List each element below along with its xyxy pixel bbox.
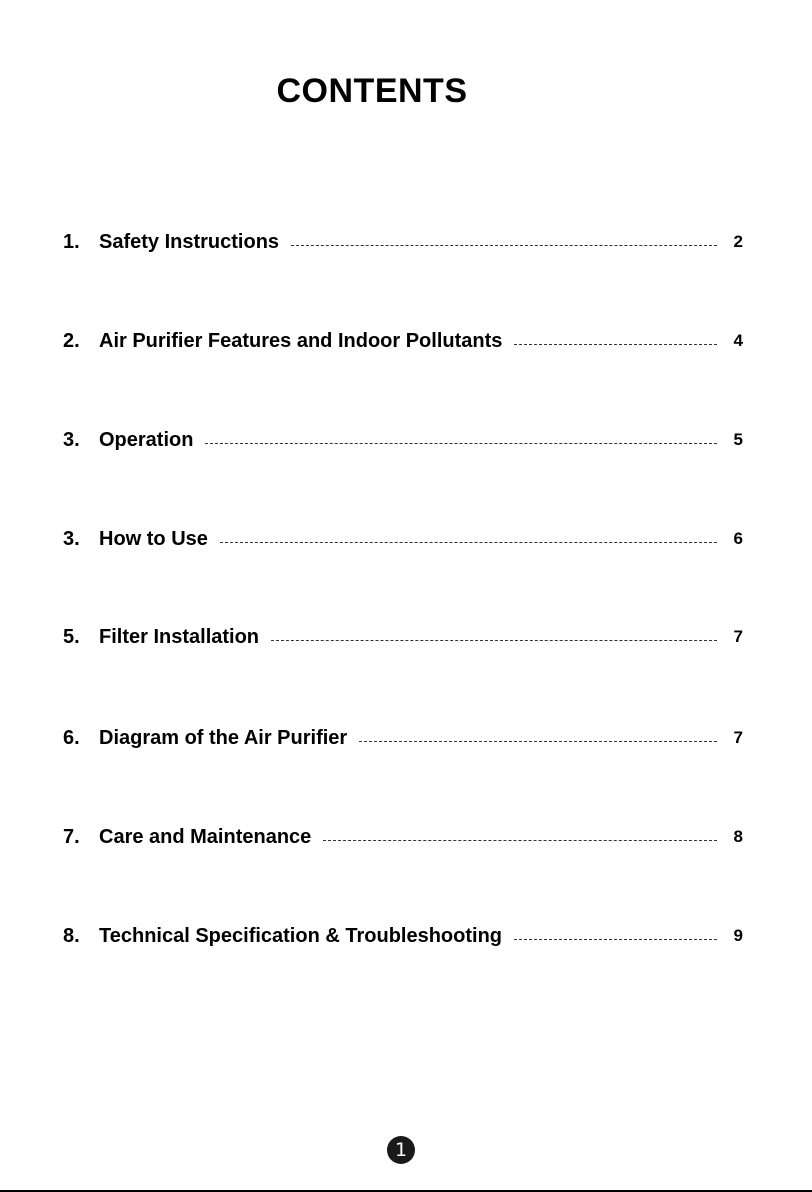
toc-entry-page: 9 (733, 926, 743, 945)
toc-entry-title: Diagram of the Air Purifier (99, 726, 348, 749)
toc-entry-filter-installation[interactable] (63, 622, 743, 652)
toc-entry-number: 1. (63, 230, 80, 253)
toc-entry-care-maintenance[interactable] (63, 822, 743, 852)
toc-entry-number: 3. (63, 527, 80, 550)
toc-entry-page: 7 (733, 728, 743, 747)
toc-entry-number: 2. (63, 329, 80, 352)
toc-entry-how-to-use[interactable] (63, 524, 743, 554)
toc-entry-page: 2 (733, 232, 743, 251)
toc-leader-line (323, 840, 717, 841)
toc-leader-line (291, 245, 717, 246)
toc-entry-diagram[interactable] (63, 723, 743, 753)
toc-entry-number: 6. (63, 726, 80, 749)
toc-entry-title: Safety Instructions (99, 230, 280, 253)
toc-entry-title: Operation (99, 428, 194, 451)
toc-entry-page: 7 (733, 627, 743, 646)
toc-entry-operation[interactable] (63, 425, 743, 455)
toc-leader-line (514, 939, 717, 940)
toc-entry-number: 8. (63, 924, 80, 947)
toc-entry-page: 8 (733, 827, 743, 846)
page-number-badge: 1 (387, 1136, 415, 1164)
toc-leader-line (359, 741, 717, 742)
toc-entry-title: Technical Specification & Troubleshooting (99, 924, 503, 947)
toc-leader-line (220, 542, 717, 543)
toc-entry-number: 7. (63, 825, 80, 848)
toc-entry-title: Air Purifier Features and Indoor Pollutants (99, 329, 503, 352)
toc-entry-title: Care and Maintenance (99, 825, 312, 848)
toc-entry-page: 4 (733, 331, 743, 350)
toc-entry-title: How to Use (99, 527, 208, 550)
toc-leader-line (271, 640, 717, 641)
toc-entry-page: 5 (733, 430, 743, 449)
toc-entry-features-pollutants[interactable] (63, 326, 743, 356)
toc-entry-number: 5. (63, 625, 80, 648)
toc-entry-page: 6 (733, 529, 743, 548)
toc-entry-safety-instructions[interactable] (63, 227, 743, 257)
page-title: CONTENTS (276, 72, 468, 110)
toc-entry-number: 3. (63, 428, 80, 451)
toc-entry-specification-troubleshooting[interactable] (63, 921, 743, 951)
toc-leader-line (205, 443, 717, 444)
toc-entry-title: Filter Installation (99, 625, 260, 648)
toc-leader-line (514, 344, 717, 345)
